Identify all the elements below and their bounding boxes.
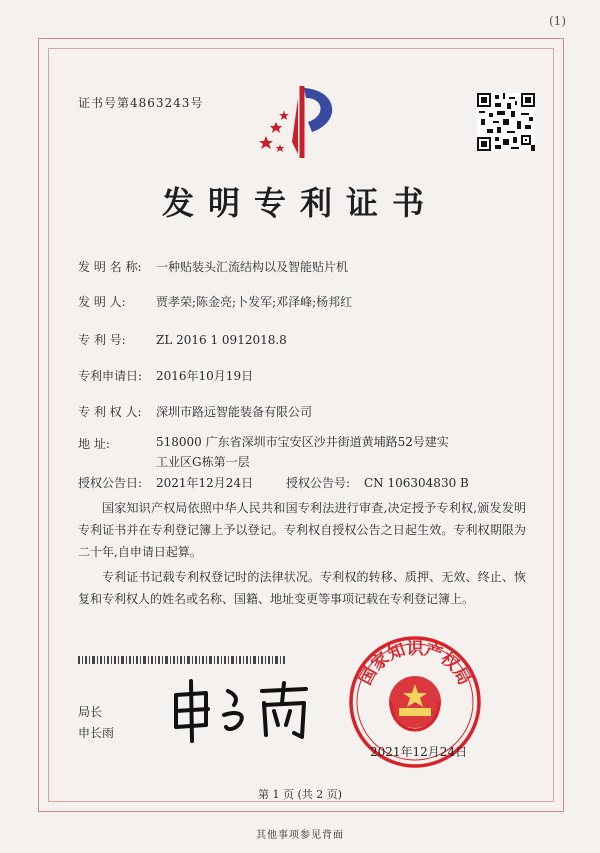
corner-page-mark: (1) [549,14,566,28]
invention-name-label: 发 明 名 称: [78,260,142,274]
invention-name-value: 一种贴装头汇流结构以及智能贴片机 [156,260,349,274]
patent-number-row [78,331,287,348]
grant-date-value: 2021年12月24日 [156,476,254,490]
document-title: 发明专利证书 [161,184,438,222]
cnipa-logo-icon [258,82,344,162]
invention-name-row [78,258,348,275]
address-value: 518000 广东省深圳市宝安区沙井街道黄埔路52号建实工业区G栋第一层 [156,435,449,469]
inventor-row [78,293,352,310]
qr-code-icon [477,93,535,151]
seal-date: 2021年12月24日 [370,745,468,759]
filing-date-row [78,367,253,384]
patent-number-label: 专 利 号: [78,333,126,347]
grant-statement-paragraph: 国家知识产权局依照中华人民共和国专利法进行审查,决定授予专利权,颁发发明专利证书并在专利登记簿上予以登记。专利权自授权公告之日起生效。专利权期限为二十年,自申请日起算。 [78,501,526,559]
back-page-note: 其他事项参见背面 [256,830,344,841]
filing-date-label: 专利申请日: [78,369,143,383]
page-indicator: 第 1 页 (共 2 页) [257,788,343,801]
barcode-strip-icon [78,656,288,664]
grant-number-label: 授权公告号: [286,476,351,490]
inventor-label: 发 明 人: [78,295,126,309]
seal-text: 国家知识产权局 [355,639,475,689]
director-name: 申长雨 [78,726,115,740]
grant-number-row [286,474,469,491]
grant-number-value: CN 106304830 B [364,476,469,490]
certificate-number: 证书号第4863243号 [78,96,204,110]
patentee-row [78,403,312,420]
handwritten-signature-icon [166,675,316,745]
patentee-value: 深圳市路远智能装备有限公司 [156,405,313,419]
inventor-value: 贾孝荣;陈金亮;卜发军;邓泽峰;杨邦红 [156,295,353,309]
grant-date-label: 授权公告日: [78,476,143,490]
address-row [78,435,156,452]
patent-number-value: ZL 2016 1 0912018.8 [156,333,287,347]
director-title: 局长 [78,705,103,719]
filing-date-value: 2016年10月19日 [156,369,254,383]
legal-status-paragraph: 专利证书记载专利权登记时的法律状况。专利权的转移、质押、无效、终止、恢复和专利权人的姓名或名称、国籍、地址变更等事项记载在专利登记簿上。 [78,570,526,606]
grant-date-row [78,474,253,491]
address-label: 地 址: [78,437,110,451]
patentee-label: 专 利 权 人: [78,405,142,419]
